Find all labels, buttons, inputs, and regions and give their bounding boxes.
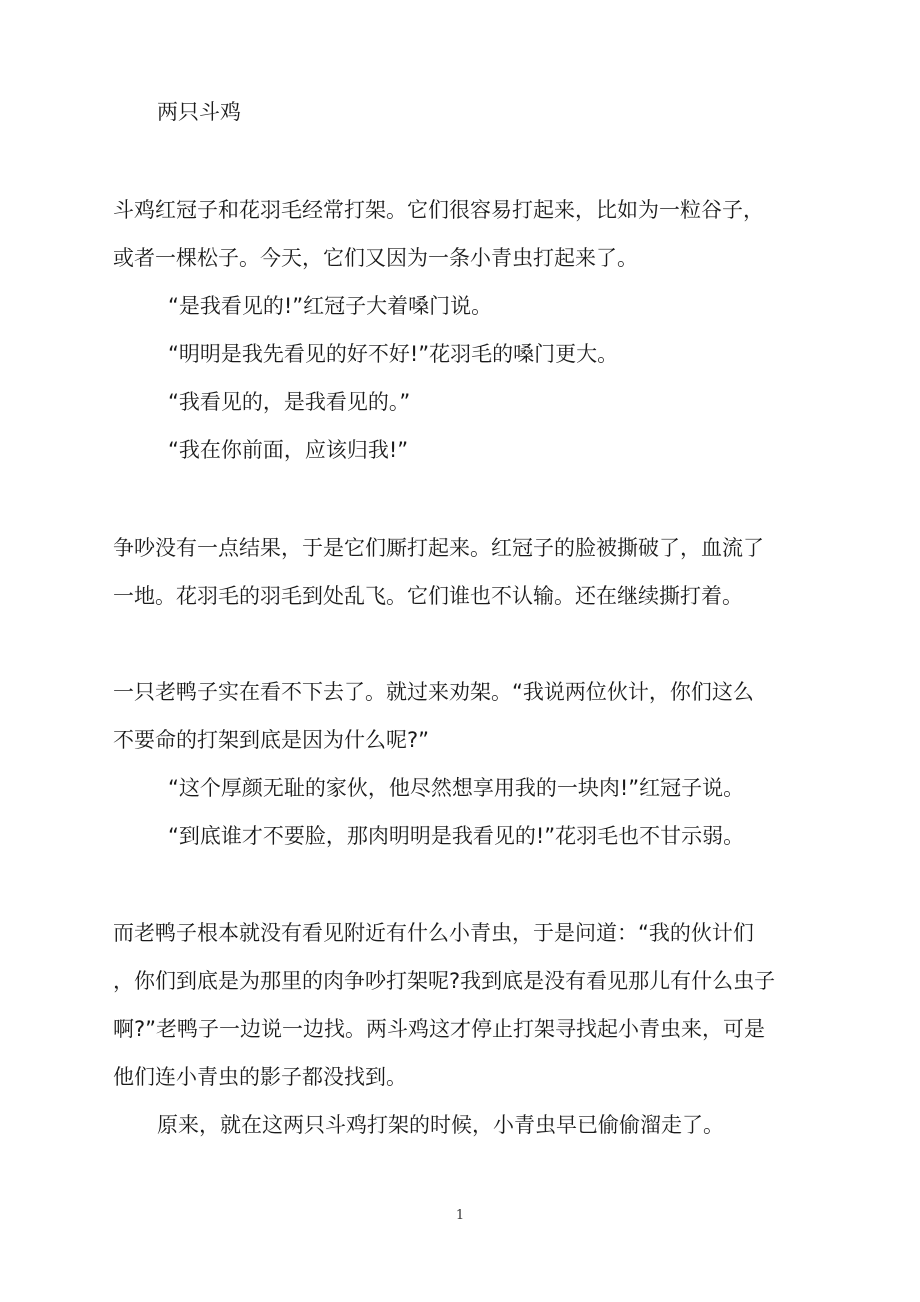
dialogue-line: “到底谁才不要脸，那肉明明是我看见的!”花羽毛也不甘示弱。 [168,824,745,848]
dialogue-line: “我看见的，是我看见的。” [168,390,411,414]
paragraph-line: 而老鸭子根本就没有看见附近有什么小青虫，于是问道：“我的伙计们 [113,921,754,945]
paragraph-line: 或者一棵松子。今天，它们又因为一条小青虫打起来了。 [113,246,638,270]
paragraph-line: 斗鸡红冠子和花羽毛经常打架。它们很容易打起来，比如为一粒谷子， [113,198,764,222]
paragraph-line: 一地。花羽毛的羽毛到处乱飞。它们谁也不认输。还在继续撕打着。 [113,584,743,608]
page-number: 1 [455,1208,465,1223]
paragraph-line: 不要命的打架到底是因为什么呢?” [113,728,430,752]
paragraph-line: 啊?”老鸭子一边说一边找。两斗鸡这才停止打架寻找起小青虫来，可是 [113,1017,766,1041]
paragraph-line: ，你们到底是为那里的肉争吵打架呢?我到底是没有看见那儿有什么虫子 [113,969,776,993]
closing-line: 原来，就在这两只斗鸡打架的时候，小青虫早已偷偷溜走了。 [157,1113,724,1137]
paragraph-line: 一只老鸭子实在看不下去了。就过来劝架。“我说两位伙计，你们这么 [113,680,754,704]
document-title: 两只斗鸡 [157,100,241,124]
dialogue-line: “明明是我先看见的好不好!”花羽毛的嗓门更大。 [168,342,619,366]
dialogue-line: “我在你前面，应该归我!” [168,438,409,462]
paragraph-line: 他们连小青虫的影子都没找到。 [113,1065,407,1089]
paragraph-line: 争吵没有一点结果，于是它们厮打起来。红冠子的脸被撕破了，血流了 [113,536,764,560]
dialogue-line: “这个厚颜无耻的家伙，他尽然想享用我的一块肉!”红冠子说。 [168,776,745,800]
dialogue-line: “是我看见的!”红冠子大着嗓门说。 [168,294,493,318]
